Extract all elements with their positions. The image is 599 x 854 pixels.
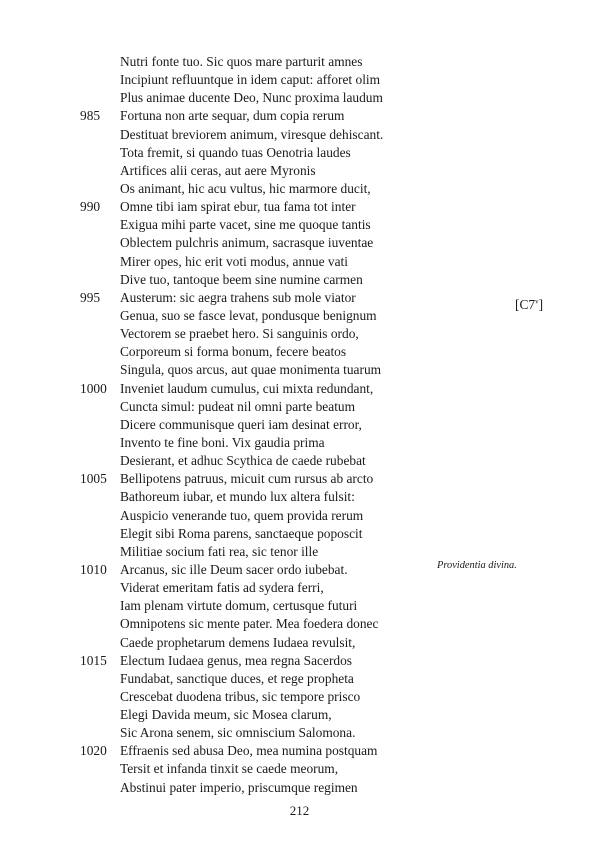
verse-line <box>80 670 500 688</box>
verse-line <box>80 398 500 416</box>
verse-line <box>80 180 500 198</box>
line-number: 1020 <box>80 743 107 759</box>
verse-text: Artifices alii ceras, aut aere Myronis <box>120 162 316 178</box>
verse-line <box>80 507 500 525</box>
verse-line <box>80 416 500 434</box>
verse-line <box>80 652 500 670</box>
verse-line <box>80 144 500 162</box>
signature-text: [C7 <box>515 297 536 312</box>
verse-text: Os animant, hic acu vultus, hic marmore ducit, <box>120 180 371 196</box>
verse-text: Singula, quos arcus, aut quae monimenta tuarum <box>120 362 382 378</box>
verse-line <box>80 343 500 361</box>
verse-text: Incipiunt refluuntque in idem caput: afforet olim <box>120 72 381 88</box>
verse-text: Elegit sibi Roma parens, sanctaeque poposcit <box>120 525 363 541</box>
verse-line <box>80 760 500 778</box>
verse-text: Austerum: sic aegra trahens sub mole viator <box>120 289 356 305</box>
verse-text: Omnipotens sic mente pater. Mea foedera donec <box>120 616 379 632</box>
verse-line <box>80 779 500 797</box>
verse-line <box>80 271 500 289</box>
verse-line <box>80 361 500 379</box>
signature-superscript: v <box>535 297 539 306</box>
verse-text: Corporeum si forma bonum, fecere beatos <box>120 344 347 360</box>
verse-line <box>80 597 500 615</box>
verse-line <box>80 579 500 597</box>
verse-text: Tersit et infanda tinxit se caede meorum, <box>120 761 339 777</box>
verse-line <box>80 198 500 216</box>
verse-line <box>80 71 500 89</box>
verse-text: Inveniet laudum cumulus, cui mixta redundant, <box>120 380 374 396</box>
line-number: 1000 <box>80 380 107 396</box>
verse-line <box>80 216 500 234</box>
verse-line <box>80 162 500 180</box>
verse-text: Dicere communisque queri iam desinat error, <box>120 416 362 432</box>
verse-line <box>80 53 500 71</box>
verse-text: Dive tuo, tantoque beem sine numine carmen <box>120 271 363 287</box>
verse-text: Elegi Davida meum, sic Mosea clarum, <box>120 707 332 723</box>
verse-text: Plus animae ducente Deo, Nunc proxima laudum <box>120 90 383 106</box>
verse-line <box>80 380 500 398</box>
line-number: 990 <box>80 199 101 215</box>
verse-text: Genua, suo se fasce levat, pondusque benignum <box>120 307 377 323</box>
line-number: 985 <box>80 108 101 124</box>
verse-text: Arcanus, sic ille Deum sacer ordo iubebat. <box>120 561 348 577</box>
verse-line <box>80 615 500 633</box>
verse-line <box>80 742 500 760</box>
verse-line <box>80 724 500 742</box>
verse-line <box>80 543 500 561</box>
verse-text: Mirer opes, hic erit voti modus, annue vati <box>120 253 348 269</box>
signature-close: ] <box>538 297 544 312</box>
verse-text: Desierant, et adhuc Scythica de caede rubebat <box>120 453 366 469</box>
verse-text: Fortuna non arte sequar, dum copia rerum <box>120 108 345 124</box>
verse-line <box>80 89 500 107</box>
poem-text <box>80 53 500 797</box>
page-number: 212 <box>289 803 310 818</box>
verse-text: Tota fremit, si quando tuas Oenotria laudes <box>120 144 351 160</box>
verse-text: Abstinui pater imperio, priscumque regimen <box>120 779 358 795</box>
verse-text: Militiae socium fati rea, sic tenor ille <box>120 543 319 559</box>
verse-text: Cuncta simul: pudeat nil omni parte beatum <box>120 398 356 414</box>
verse-text: Destituat breviorem animum, viresque dehiscant. <box>120 126 384 142</box>
verse-text: Effraenis sed abusa Deo, mea numina postquam <box>120 743 378 759</box>
verse-line <box>80 452 500 470</box>
verse-text: Invento te fine boni. Vix gaudia prima <box>120 434 325 450</box>
verse-text: Bathoreum iubar, et mundo lux altera fulsit: <box>120 489 355 505</box>
verse-line <box>80 289 500 307</box>
verse-line <box>80 325 500 343</box>
verse-text: Sic Arona senem, sic omniscium Salomona. <box>120 725 356 741</box>
verse-line <box>80 470 500 488</box>
verse-line <box>80 634 500 652</box>
verse-text: Fundabat, sanctique duces, et rege propheta <box>120 670 354 686</box>
line-number: 995 <box>80 289 101 305</box>
verse-text: Crescebat duodena tribus, sic tempore prisco <box>120 688 361 704</box>
verse-line <box>80 107 500 125</box>
marginal-note: Providentia divina. <box>437 560 517 571</box>
verse-line <box>80 234 500 252</box>
verse-text: Bellipotens patruus, micuit cum rursus ab arcto <box>120 471 374 487</box>
verse-text: Nutri fonte tuo. Sic quos mare parturit amnes <box>120 54 363 69</box>
line-number: 1010 <box>80 561 107 577</box>
verse-text: Iam plenam virtute domum, certusque futuri <box>120 598 358 614</box>
line-number: 1015 <box>80 652 107 668</box>
verse-text: Vectorem se praebet hero. Si sanguinis ordo, <box>120 326 359 342</box>
verse-line <box>80 688 500 706</box>
verse-line <box>80 253 500 271</box>
verse-text: Oblectem pulchris animum, sacrasque iuventae <box>120 235 374 251</box>
verse-line <box>80 307 500 325</box>
verse-text: Exigua mihi parte vacet, sine me quoque tantis <box>120 217 371 233</box>
verse-line <box>80 434 500 452</box>
verse-text: Electum Iudaea genus, mea regna Sacerdos <box>120 652 353 668</box>
line-number: 1005 <box>80 471 107 487</box>
verse-line <box>80 525 500 543</box>
verse-line <box>80 488 500 506</box>
verse-text: Caede prophetarum demens Iudaea revulsit, <box>120 634 356 650</box>
verse-text: Auspicio venerande tuo, quem provida rerum <box>120 507 364 523</box>
verse-text: Omne tibi iam spirat ebur, tua fama tot inter <box>120 199 356 215</box>
verse-text: Viderat emeritam fatis ad sydera ferri, <box>120 580 324 596</box>
signature-mark <box>515 297 543 313</box>
verse-line <box>80 706 500 724</box>
verse-line <box>80 126 500 144</box>
